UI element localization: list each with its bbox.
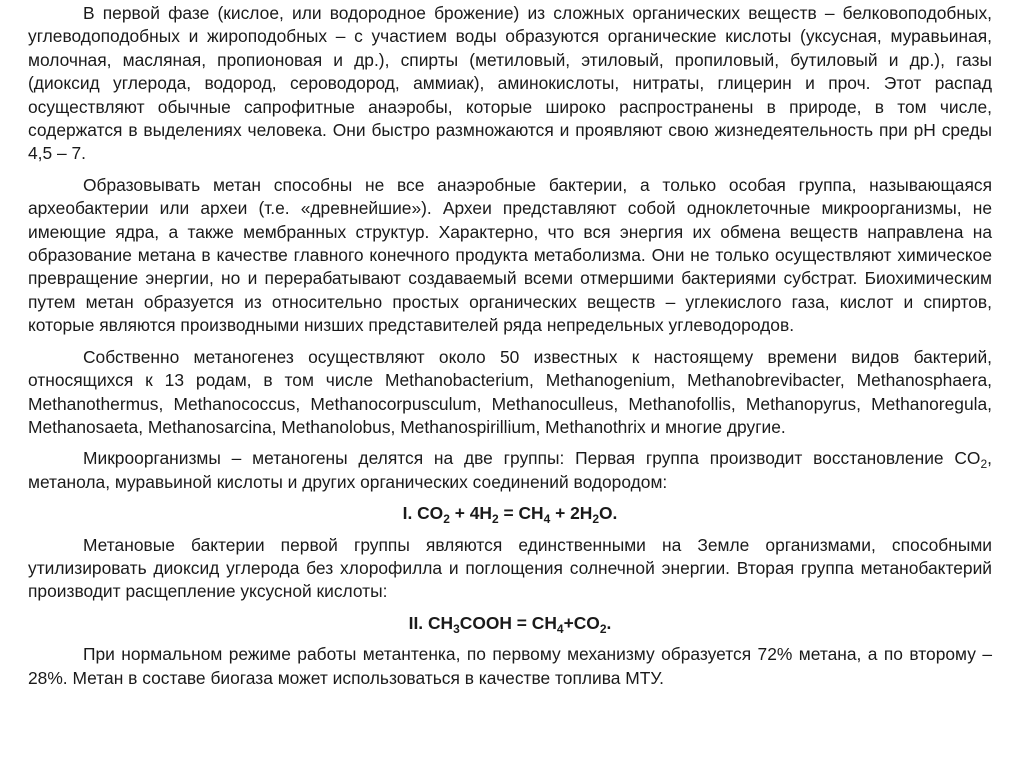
- formula2-subscript: 3: [453, 621, 460, 636]
- formula1-subscript: 4: [543, 512, 551, 527]
- formula-first-group: [28, 502, 992, 525]
- formula1-subscript: 2: [491, 512, 499, 527]
- formula-second-group: [28, 612, 992, 635]
- paragraph-archaea: Образовывать метан способны не все анаэробные бактерии, а только особая группа, называющаяся археобактерии или археи (т.е. «древнейшие»). Археи представляют собой одноклеточные микроорганизмы, не имеющие ядра, а также мембранных структур. Характерно, что вся энергия их обмена веществ направлена на образование метана в качестве главного конечного продукта метаболизма. Они не только осуществляют химическое превращение энергии, но и перерабатывают создаваемый всеми отмершими бактериями субстрат. Биохимическим путем метан образуется из относительно простых органических веществ – углекислого газа, кислот и спиртов, которые являются производными низших представителей ряда непредельных углеводородов.: [28, 174, 992, 336]
- formula2-part: II. CH: [408, 612, 454, 633]
- paragraph-first-phase: В первой фазе (кислое, или водородное брожение) из сложных органических веществ – белковоподобных, углеводоподобных и жироподобных – с участием воды образуются органические кислоты (уксусная, муравьиная, молочная, масляная, пропионовая и др.), спирты (метиловый, этиловый, пропиловый, бутиловый и др.), газы (диоксид углерода, водород, сероводород, аммиак), аминокислоты, нитраты, глицерин и проч. Этот распад осуществляют обычные сапрофитные анаэробы, которые широко распространены в природе, в том числе, содержатся в выделениях человека. Они быстро размножаются и проявляют свою жизнедеятельность при pH среды 4,5 – 7.: [28, 3, 992, 164]
- formula2-part: +CO: [563, 612, 600, 633]
- formula1-subscript: 2: [443, 512, 450, 527]
- paragraph-two-groups: [28, 447, 992, 494]
- formula1-subscript: 2: [592, 512, 600, 527]
- formula1-part: O.: [599, 503, 618, 524]
- paragraph-methanogenesis-genera: Собственно метаногенез осуществляют около 50 известных к настоящему времени видов бактерий, относящихся к 13 родам, в том числе Methanobacterium, Methanogenium, Methanobrevibacter, Methanosphaera, Methanothermus, Methanococcus, Methanocorpusculum, Methanoculleus, Methanofollis, Methanopyrus, Methanoregula, Methanosaeta, Methanosarcina, Methanolobus, Methanospirillium, Methanothrix и многие другие.: [28, 346, 992, 437]
- two-groups-text-start: Микроорганизмы – метаногены делятся на две группы: Первая группа производит восстановление CO: [83, 448, 981, 469]
- formula2-part: .: [606, 612, 612, 633]
- formula1-part: + 4H: [449, 503, 492, 524]
- formula1-part: I. CO: [402, 503, 444, 524]
- formula1-part: + 2H: [550, 503, 593, 524]
- two-groups-text-end: , метанола, муравьиной кислоты и других органических соединений водородом:: [28, 448, 992, 492]
- formula2-subscript: 4: [556, 621, 564, 636]
- paragraph-second-group: Метановые бактерии первой группы являются единственными на Земле организмами, способными утилизировать диоксид углерода без хлорофилла и поглощения солнечной энергии. Вторая группа метанобактерий производит расщепление уксусной кислоты:: [28, 534, 992, 602]
- paragraph-methane-tank: При нормальном режиме работы метантенка, по первому механизму образуется 72% метана, а по второму – 28%. Метан в составе биогаза может использоваться в качестве топлива МТУ.: [28, 644, 992, 688]
- two-groups-subscript: 2: [980, 457, 988, 472]
- formula2-part: COOH = CH: [459, 612, 557, 633]
- formula2-subscript: 2: [599, 621, 607, 636]
- formula1-part: = CH: [498, 503, 544, 524]
